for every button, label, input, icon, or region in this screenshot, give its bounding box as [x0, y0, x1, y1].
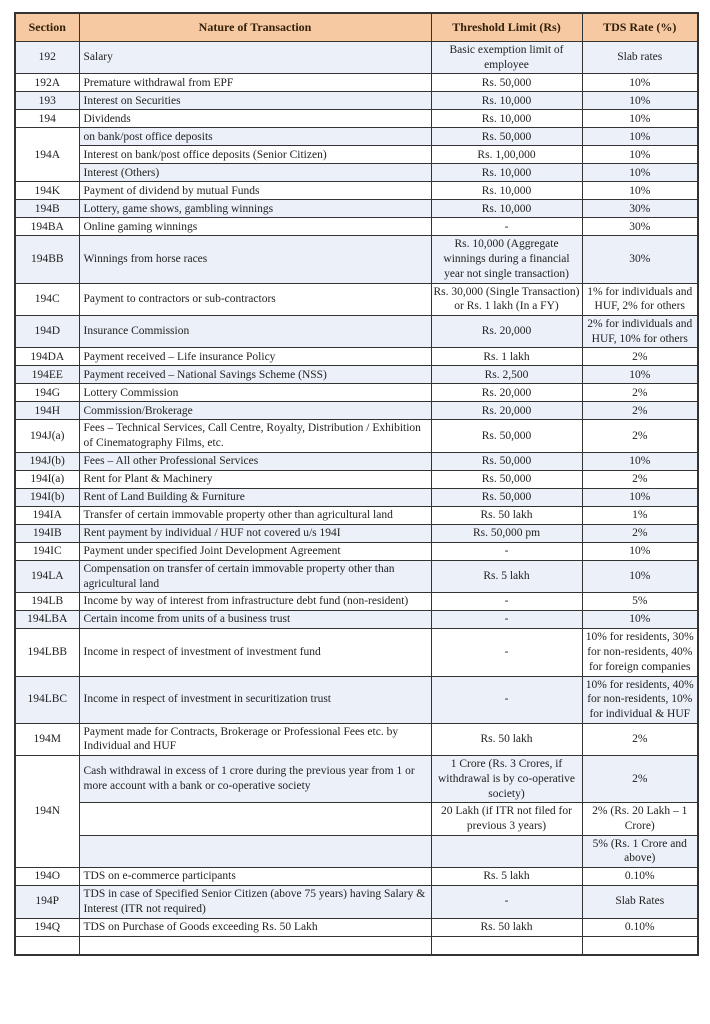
section-cell: 194A: [15, 128, 79, 182]
threshold-cell: Basic exemption limit of employee: [431, 42, 582, 74]
nature-cell: TDS in case of Specified Senior Citizen (above 75 years) having Salary & Interest (ITR not required): [79, 886, 431, 918]
nature-cell: Premature withdrawal from EPF: [79, 74, 431, 92]
nature-cell: Interest on bank/post office deposits (Senior Citizen): [79, 146, 431, 164]
threshold-cell: Rs. 30,000 (Single Transaction) or Rs. 1 lakh (In a FY): [431, 283, 582, 315]
rate-cell: 1% for individuals and HUF, 2% for others: [582, 283, 698, 315]
threshold-cell: Rs. 10,000: [431, 164, 582, 182]
nature-cell: [79, 936, 431, 955]
threshold-cell: 1 Crore (Rs. 3 Crores, if withdrawal is by co-operative society): [431, 756, 582, 803]
table-row: [15, 146, 698, 164]
table-row: [15, 110, 698, 128]
section-cell: 192: [15, 42, 79, 74]
section-cell: 194LBB: [15, 629, 79, 676]
nature-cell: Rent for Plant & Machinery: [79, 470, 431, 488]
nature-cell: Payment made for Contracts, Brokerage or Professional Fees etc. by Individual and HUF: [79, 723, 431, 755]
threshold-cell: Rs. 50,000: [431, 74, 582, 92]
rate-cell: 2%: [582, 384, 698, 402]
table-row: [15, 420, 698, 452]
nature-cell: [79, 803, 431, 835]
rate-cell: 5% (Rs. 1 Crore and above): [582, 835, 698, 867]
rate-cell: 2%: [582, 723, 698, 755]
section-cell: 194LBA: [15, 611, 79, 629]
header-row: [15, 13, 698, 42]
table-row: [15, 835, 698, 867]
rate-cell: 10%: [582, 164, 698, 182]
table-row: [15, 506, 698, 524]
nature-cell: Compensation on transfer of certain immovable property other than agricultural land: [79, 560, 431, 592]
table-row: [15, 200, 698, 218]
rate-cell: 1%: [582, 506, 698, 524]
threshold-cell: Rs. 50,000 pm: [431, 524, 582, 542]
nature-cell: Transfer of certain immovable property other than agricultural land: [79, 506, 431, 524]
section-cell: 194M: [15, 723, 79, 755]
table-row: [15, 676, 698, 723]
rate-cell: 10%: [582, 560, 698, 592]
threshold-cell: Rs. 1,00,000: [431, 146, 582, 164]
table-row: [15, 366, 698, 384]
threshold-cell: -: [431, 676, 582, 723]
column-header-section: Section: [15, 13, 79, 42]
threshold-cell: Rs. 10,000: [431, 182, 582, 200]
rate-cell: Slab Rates: [582, 886, 698, 918]
threshold-cell: -: [431, 218, 582, 236]
rate-cell: Slab rates: [582, 42, 698, 74]
table-row: [15, 542, 698, 560]
section-cell: 194J(a): [15, 420, 79, 452]
rate-cell: 10%: [582, 182, 698, 200]
rate-cell: 10%: [582, 542, 698, 560]
table-row: [15, 524, 698, 542]
section-cell: 194LB: [15, 593, 79, 611]
rate-cell: 10%: [582, 488, 698, 506]
rate-cell: 30%: [582, 218, 698, 236]
table-row: [15, 128, 698, 146]
threshold-cell: Rs. 50,000: [431, 128, 582, 146]
rate-cell: 30%: [582, 200, 698, 218]
threshold-cell: 20 Lakh (if ITR not filed for previous 3 years): [431, 803, 582, 835]
section-cell: 194IC: [15, 542, 79, 560]
nature-cell: Salary: [79, 42, 431, 74]
threshold-cell: [431, 936, 582, 955]
rate-cell: 10%: [582, 146, 698, 164]
threshold-cell: -: [431, 629, 582, 676]
section-cell: 194IB: [15, 524, 79, 542]
threshold-cell: Rs. 10,000: [431, 92, 582, 110]
section-cell: 194: [15, 110, 79, 128]
section-cell: 194IA: [15, 506, 79, 524]
rate-cell: 10% for residents, 30% for non-residents, 40% for foreign companies: [582, 629, 698, 676]
rate-cell: 10%: [582, 92, 698, 110]
threshold-cell: -: [431, 593, 582, 611]
table-row: [15, 756, 698, 803]
section-cell: 194H: [15, 402, 79, 420]
nature-cell: Winnings from horse races: [79, 236, 431, 283]
threshold-cell: Rs. 1 lakh: [431, 348, 582, 366]
section-cell: 194J(b): [15, 452, 79, 470]
threshold-cell: Rs. 50,000: [431, 470, 582, 488]
table-row: [15, 803, 698, 835]
tds-rates-table: [14, 12, 699, 956]
rate-cell: 2%: [582, 402, 698, 420]
rate-cell: 10%: [582, 452, 698, 470]
section-cell: 194O: [15, 868, 79, 886]
section-cell: 194BA: [15, 218, 79, 236]
table-row: [15, 164, 698, 182]
section-cell: 194EE: [15, 366, 79, 384]
section-cell: 194K: [15, 182, 79, 200]
table-row: [15, 236, 698, 283]
table-row: [15, 918, 698, 936]
nature-cell: Income in respect of investment of investment fund: [79, 629, 431, 676]
nature-cell: Lottery, game shows, gambling winnings: [79, 200, 431, 218]
nature-cell: TDS on e-commerce participants: [79, 868, 431, 886]
nature-cell: Payment under specified Joint Development Agreement: [79, 542, 431, 560]
section-cell: 192A: [15, 74, 79, 92]
nature-cell: [79, 835, 431, 867]
nature-cell: TDS on Purchase of Goods exceeding Rs. 50 Lakh: [79, 918, 431, 936]
nature-cell: Lottery Commission: [79, 384, 431, 402]
section-cell: 194DA: [15, 348, 79, 366]
rate-cell: 0.10%: [582, 918, 698, 936]
table-row: [15, 402, 698, 420]
threshold-cell: Rs. 20,000: [431, 402, 582, 420]
threshold-cell: Rs. 10,000 (Aggregate winnings during a financial year not single transaction): [431, 236, 582, 283]
threshold-cell: Rs. 10,000: [431, 200, 582, 218]
threshold-cell: Rs. 2,500: [431, 366, 582, 384]
nature-cell: Rent payment by individual / HUF not covered u/s 194I: [79, 524, 431, 542]
nature-cell: Dividends: [79, 110, 431, 128]
section-cell: 194D: [15, 316, 79, 348]
rate-cell: 0.10%: [582, 868, 698, 886]
nature-cell: Commission/Brokerage: [79, 402, 431, 420]
nature-cell: Income by way of interest from infrastructure debt fund (non-resident): [79, 593, 431, 611]
section-cell: 194I(b): [15, 488, 79, 506]
threshold-cell: Rs. 50 lakh: [431, 918, 582, 936]
rate-cell: 5%: [582, 593, 698, 611]
threshold-cell: [431, 835, 582, 867]
rate-cell: 10%: [582, 366, 698, 384]
table-row: [15, 92, 698, 110]
threshold-cell: Rs. 5 lakh: [431, 868, 582, 886]
table-row: [15, 218, 698, 236]
threshold-cell: Rs. 50,000: [431, 452, 582, 470]
table-row: [15, 74, 698, 92]
threshold-cell: Rs. 50 lakh: [431, 506, 582, 524]
rate-cell: 10% for residents, 40% for non-residents, 10% for individual & HUF: [582, 676, 698, 723]
section-cell: 194G: [15, 384, 79, 402]
section-cell: 194BB: [15, 236, 79, 283]
table-row: [15, 283, 698, 315]
column-header-rate: TDS Rate (%): [582, 13, 698, 42]
rate-cell: 2%: [582, 524, 698, 542]
section-cell: 193: [15, 92, 79, 110]
nature-cell: Cash withdrawal in excess of 1 crore during the previous year from 1 or more account with a bank or co-operative society: [79, 756, 431, 803]
threshold-cell: Rs. 5 lakh: [431, 560, 582, 592]
section-cell: 194C: [15, 283, 79, 315]
nature-cell: Insurance Commission: [79, 316, 431, 348]
nature-cell: Payment received – National Savings Scheme (NSS): [79, 366, 431, 384]
nature-cell: Rent of Land Building & Furniture: [79, 488, 431, 506]
nature-cell: Income in respect of investment in securitization trust: [79, 676, 431, 723]
nature-cell: Payment of dividend by mutual Funds: [79, 182, 431, 200]
section-cell: [15, 936, 79, 955]
threshold-cell: Rs. 50,000: [431, 420, 582, 452]
nature-cell: Online gaming winnings: [79, 218, 431, 236]
section-cell: 194I(a): [15, 470, 79, 488]
section-cell: 194N: [15, 756, 79, 868]
section-cell: 194P: [15, 886, 79, 918]
threshold-cell: -: [431, 886, 582, 918]
table-row: [15, 560, 698, 592]
table-row: [15, 42, 698, 74]
rate-cell: 10%: [582, 74, 698, 92]
rate-cell: 30%: [582, 236, 698, 283]
rate-cell: 2% (Rs. 20 Lakh – 1 Crore): [582, 803, 698, 835]
threshold-cell: -: [431, 542, 582, 560]
threshold-cell: Rs. 50 lakh: [431, 723, 582, 755]
table-body: [15, 42, 698, 955]
table-row: [15, 593, 698, 611]
rate-cell: 10%: [582, 110, 698, 128]
threshold-cell: -: [431, 611, 582, 629]
nature-cell: Interest on Securities: [79, 92, 431, 110]
nature-cell: Payment to contractors or sub-contractors: [79, 283, 431, 315]
nature-cell: Fees – All other Professional Services: [79, 452, 431, 470]
rate-cell: 2%: [582, 420, 698, 452]
table-row: [15, 348, 698, 366]
section-cell: 194LA: [15, 560, 79, 592]
nature-cell: Certain income from units of a business trust: [79, 611, 431, 629]
table-row: [15, 470, 698, 488]
rate-cell: 10%: [582, 128, 698, 146]
rate-cell: 2%: [582, 756, 698, 803]
rate-cell: 2% for individuals and HUF, 10% for others: [582, 316, 698, 348]
table-row: [15, 182, 698, 200]
table-row: [15, 886, 698, 918]
nature-cell: Payment received – Life insurance Policy: [79, 348, 431, 366]
nature-cell: on bank/post office deposits: [79, 128, 431, 146]
threshold-cell: Rs. 50,000: [431, 488, 582, 506]
table-row: [15, 936, 698, 955]
section-cell: 194B: [15, 200, 79, 218]
table-row: [15, 611, 698, 629]
table-row: [15, 723, 698, 755]
section-cell: 194LBC: [15, 676, 79, 723]
nature-cell: Fees – Technical Services, Call Centre, Royalty, Distribution / Exhibition of Cinematography Films, etc.: [79, 420, 431, 452]
table-row: [15, 316, 698, 348]
column-header-nature: Nature of Transaction: [79, 13, 431, 42]
rate-cell: 2%: [582, 348, 698, 366]
threshold-cell: Rs. 10,000: [431, 110, 582, 128]
nature-cell: Interest (Others): [79, 164, 431, 182]
threshold-cell: Rs. 20,000: [431, 316, 582, 348]
table-row: [15, 629, 698, 676]
threshold-cell: Rs. 20,000: [431, 384, 582, 402]
section-cell: 194Q: [15, 918, 79, 936]
rate-cell: [582, 936, 698, 955]
rate-cell: 10%: [582, 611, 698, 629]
table-row: [15, 384, 698, 402]
table-row: [15, 452, 698, 470]
column-header-threshold: Threshold Limit (Rs): [431, 13, 582, 42]
table-row: [15, 488, 698, 506]
rate-cell: 2%: [582, 470, 698, 488]
table-row: [15, 868, 698, 886]
